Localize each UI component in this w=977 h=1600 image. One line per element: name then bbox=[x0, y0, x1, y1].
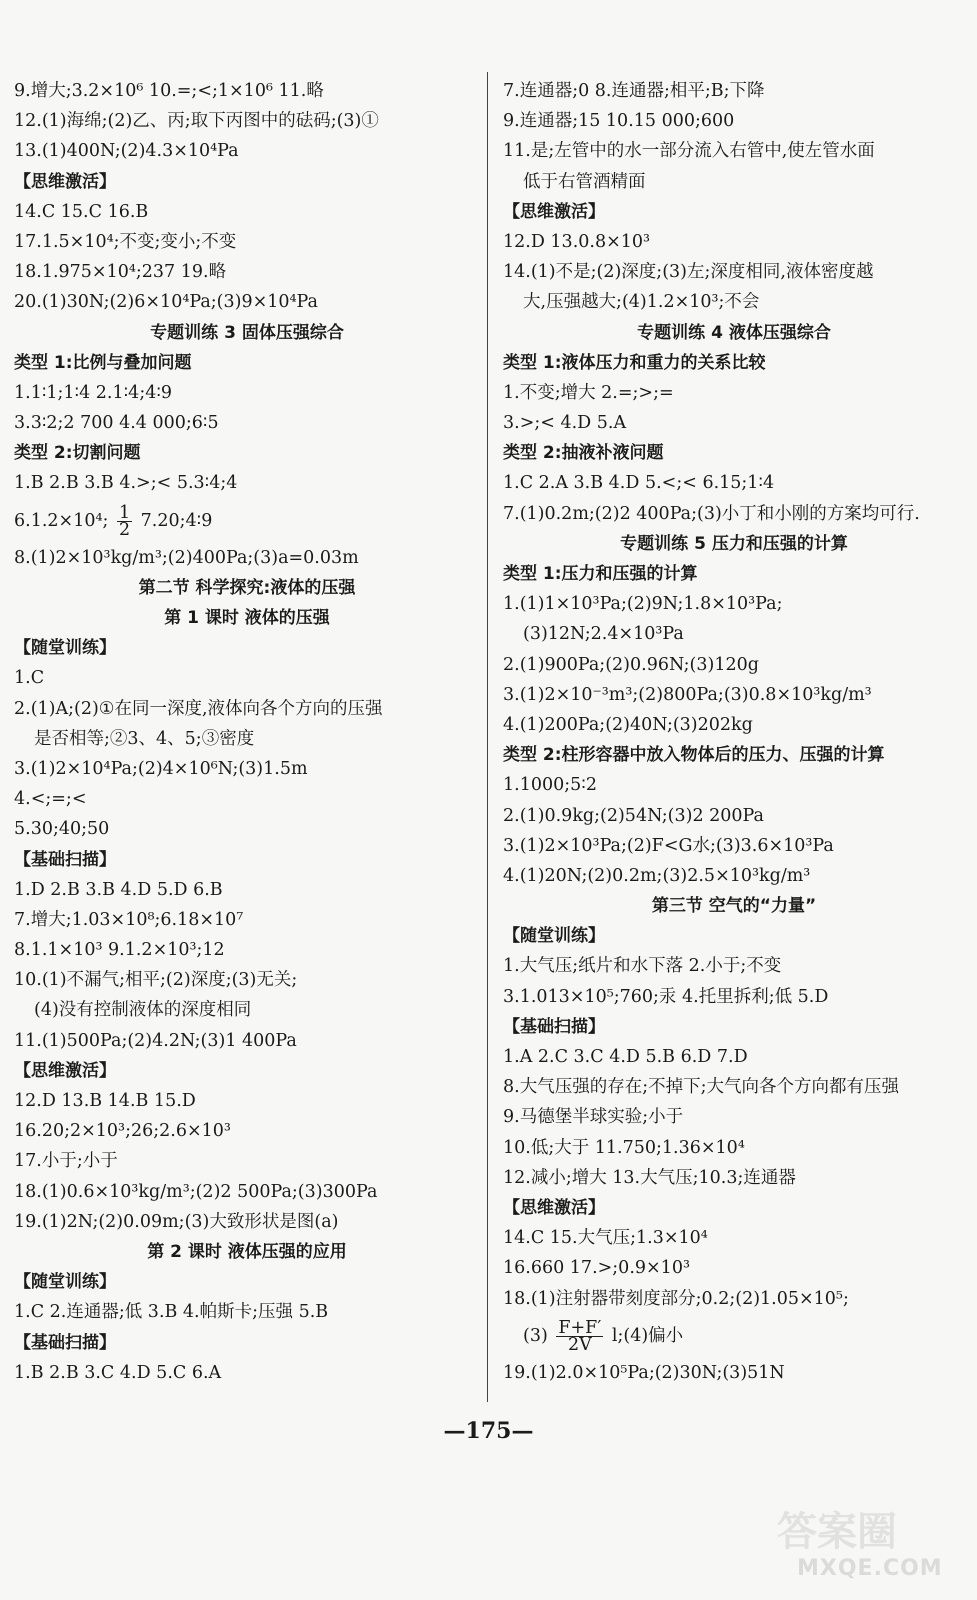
answer-line: 10.(1)不漏气;相平;(2)深度;(3)无关; bbox=[14, 970, 298, 991]
answer-line: 14.(1)不是;(2)深度;(3)左;深度相同,液体密度越 bbox=[503, 262, 874, 283]
answer-line: 7.连通器;0 8.连通器;相平;B;下降 bbox=[503, 81, 765, 101]
answer-line: 7.(1)0.2m;(2)2 400Pa;(3)小丁和小刚的方案均可行. bbox=[503, 503, 920, 524]
answer-text: (3) bbox=[523, 1325, 548, 1346]
answer-line: 12.减小;增大 13.大气压;10.3;连通器 bbox=[503, 1167, 796, 1188]
answer-text: 7.20;4∶9 bbox=[140, 510, 213, 531]
answer-line: 3.1.013×10⁵;760;汞 4.托里拆利;低 5.D bbox=[503, 986, 829, 1007]
answer-line: 8.1.1×10³ 9.1.2×10³;12 bbox=[14, 940, 225, 961]
answer-line: 12.D 13.0.8×10³ bbox=[503, 231, 651, 252]
topic-title: 专题训练 5 压力和压强的计算 bbox=[620, 533, 848, 554]
answer-line: 3.>;< 4.D 5.A bbox=[503, 413, 627, 434]
answer-line: 4.(1)20N;(2)0.2m;(3)2.5×10³kg/m³ bbox=[503, 865, 811, 886]
answer-line: 1.B 2.B 3.B 4.>;< 5.3∶4;4 bbox=[14, 473, 238, 494]
answer-line: (4)没有控制液体的深度相同 bbox=[34, 1000, 252, 1021]
section-heading: 【随堂训练】 bbox=[14, 1272, 116, 1293]
answer-line: 1.1∶1;1∶4 2.1∶4;4∶9 bbox=[14, 382, 173, 403]
answer-line: 1.C bbox=[14, 668, 45, 689]
answer-line: 7.增大;1.03×10⁸;6.18×10⁷ bbox=[14, 909, 244, 930]
answer-line: 16.660 17.>;0.9×10³ bbox=[503, 1258, 690, 1279]
answer-line: 1.C 2.A 3.B 4.D 5.<;< 6.15;1∶4 bbox=[503, 473, 775, 494]
answer-line: 13.(1)400N;(2)4.3×10⁴Pa bbox=[14, 141, 239, 162]
answer-line: 3.(1)2×10³Pa;(2)F<G水;(3)3.6×10³Pa bbox=[503, 835, 834, 856]
answer-line: 3.3∶2;2 700 4.4 000;6∶5 bbox=[14, 413, 219, 434]
lesson-title: 第 2 课时 液体压强的应用 bbox=[147, 1241, 347, 1262]
type-heading: 类型 2:切割问题 bbox=[14, 443, 141, 464]
answer-line: 大,压强越大;(4)1.2×10³;不会 bbox=[523, 292, 760, 313]
section-heading: 【随堂训练】 bbox=[14, 638, 116, 659]
answer-line: 2.(1)A;(2)①在同一深度,液体向各个方向的压强 bbox=[14, 698, 383, 719]
lesson-title: 第 1 课时 液体的压强 bbox=[164, 608, 330, 628]
answer-line: 8.(1)2×10³kg/m³;(2)400Pa;(3)a=0.03m bbox=[14, 547, 359, 568]
section-title: 第三节 空气的“力量” bbox=[651, 896, 817, 917]
watermark-site: MXQE.COM bbox=[797, 1556, 943, 1581]
fraction-denominator: 2 bbox=[118, 519, 131, 540]
fraction-denominator: 2V bbox=[567, 1334, 592, 1355]
answer-line: 1.1000;5∶2 bbox=[503, 775, 597, 796]
page-number: —175— bbox=[443, 1418, 534, 1444]
answer-line: 1.大气压;纸片和水下落 2.小于;不变 bbox=[503, 956, 782, 977]
answer-line: 1.不变;增大 2.=;>;= bbox=[503, 382, 674, 403]
answer-line: 17.小于;小于 bbox=[14, 1151, 118, 1172]
answer-line: 是否相等;②3、4、5;③密度 bbox=[34, 728, 255, 749]
answer-line: 低于右管酒精面 bbox=[523, 171, 646, 192]
answer-line-fraction bbox=[503, 1314, 965, 1358]
answer-line: 17.1.5×10⁴;不变;变小;不变 bbox=[14, 231, 237, 252]
answer-line: 4.(1)200Pa;(2)40N;(3)202kg bbox=[503, 714, 753, 735]
watermark-logo bbox=[777, 1500, 957, 1590]
section-heading: 【基础扫描】 bbox=[14, 849, 116, 870]
answer-line: 5.30;40;50 bbox=[14, 819, 110, 840]
answer-line: 16.20;2×10³;26;2.6×10³ bbox=[14, 1121, 231, 1142]
answer-line: 2.(1)900Pa;(2)0.96N;(3)120g bbox=[503, 654, 759, 675]
answer-line: 20.(1)30N;(2)6×10⁴Pa;(3)9×10⁴Pa bbox=[14, 292, 318, 313]
answer-text: l;(4)偏小 bbox=[611, 1325, 684, 1346]
topic-title: 专题训练 3 固体压强综合 bbox=[150, 322, 344, 343]
answer-line: 3.(1)2×10⁴Pa;(2)4×10⁶N;(3)1.5m bbox=[14, 758, 308, 779]
fraction-numerator: 1 bbox=[118, 502, 131, 523]
answer-line: 14.C 15.大气压;1.3×10⁴ bbox=[503, 1228, 708, 1249]
answer-line: 12.D 13.B 14.B 15.D bbox=[14, 1091, 196, 1111]
section-heading: 【思维激活】 bbox=[14, 171, 116, 192]
answer-line: 1.D 2.B 3.B 4.D 5.D 6.B bbox=[14, 879, 223, 900]
fraction bbox=[117, 502, 132, 540]
type-heading: 类型 1:液体压力和重力的关系比较 bbox=[503, 352, 766, 373]
answer-line: (3)12N;2.4×10³Pa bbox=[523, 624, 684, 645]
answer-line: 11.是;左管中的水一部分流入右管中,使左管水面 bbox=[503, 141, 875, 162]
answer-line: 1.A 2.C 3.C 4.D 5.B 6.D 7.D bbox=[503, 1047, 748, 1067]
section-heading: 【思维激活】 bbox=[503, 201, 605, 222]
fraction-numerator: F+F′ bbox=[558, 1317, 602, 1338]
column-divider bbox=[487, 72, 488, 1402]
right-column bbox=[503, 76, 965, 1388]
section-heading: 【思维激活】 bbox=[503, 1197, 605, 1218]
answer-line: 19.(1)2.0×10⁵Pa;(2)30N;(3)51N bbox=[503, 1362, 785, 1383]
answer-line-fraction bbox=[14, 499, 480, 543]
type-heading: 类型 2:柱形容器中放入物体后的压力、压强的计算 bbox=[503, 745, 885, 766]
answer-line: 9.马德堡半球实验;小于 bbox=[503, 1107, 684, 1128]
answer-line: 1.C 2.连通器;低 3.B 4.帕斯卡;压强 5.B bbox=[14, 1302, 329, 1323]
topic-title: 专题训练 4 液体压强综合 bbox=[637, 322, 831, 343]
answer-line: 18.(1)注射器带刻度部分;0.2;(2)1.05×10⁵; bbox=[503, 1288, 849, 1309]
answer-line: 11.(1)500Pa;(2)4.2N;(3)1 400Pa bbox=[14, 1030, 297, 1051]
answer-line: 9.增大;3.2×10⁶ 10.=;<;1×10⁶ 11.略 bbox=[14, 81, 324, 101]
section-title: 第二节 科学探究:液体的压强 bbox=[138, 577, 356, 598]
answer-line: 18.(1)0.6×10³kg/m³;(2)2 500Pa;(3)300Pa bbox=[14, 1181, 378, 1202]
answer-line: 14.C 15.C 16.B bbox=[14, 201, 149, 222]
answer-line: 19.(1)2N;(2)0.09m;(3)大致形状是图(a) bbox=[14, 1211, 339, 1232]
section-heading: 【基础扫描】 bbox=[14, 1332, 116, 1353]
answer-line: 8.大气压强的存在;不掉下;大气向各个方向都有压强 bbox=[503, 1077, 899, 1098]
answer-line: 9.连通器;15 10.15 000;600 bbox=[503, 111, 735, 132]
watermark-logo-text: 答案圈 bbox=[777, 1509, 897, 1555]
section-heading: 【随堂训练】 bbox=[503, 926, 605, 947]
answer-line: 1.(1)1×10³Pa;(2)9N;1.8×10³Pa; bbox=[503, 594, 783, 615]
answer-line: 2.(1)0.9kg;(2)54N;(3)2 200Pa bbox=[503, 805, 764, 826]
type-heading: 类型 1:比例与叠加问题 bbox=[14, 352, 192, 373]
left-column bbox=[14, 76, 480, 1388]
section-heading: 【基础扫描】 bbox=[503, 1016, 605, 1037]
answer-line: 10.低;大于 11.750;1.36×10⁴ bbox=[503, 1137, 745, 1158]
answer-text: 6.1.2×10⁴; bbox=[14, 510, 109, 531]
answer-line: 12.(1)海绵;(2)乙、丙;取下丙图中的砝码;(3)① bbox=[14, 111, 379, 132]
fraction bbox=[556, 1317, 603, 1355]
type-heading: 类型 1:压力和压强的计算 bbox=[503, 564, 698, 584]
type-heading: 类型 2:抽液补液问题 bbox=[503, 443, 664, 464]
answer-line: 3.(1)2×10⁻³m³;(2)800Pa;(3)0.8×10³kg/m³ bbox=[503, 684, 872, 705]
answer-line: 1.B 2.B 3.C 4.D 5.C 6.A bbox=[14, 1362, 222, 1383]
answer-line: 4.<;=;< bbox=[14, 789, 87, 810]
answer-line: 18.1.975×10⁴;237 19.略 bbox=[14, 262, 227, 283]
section-heading: 【思维激活】 bbox=[14, 1060, 116, 1081]
